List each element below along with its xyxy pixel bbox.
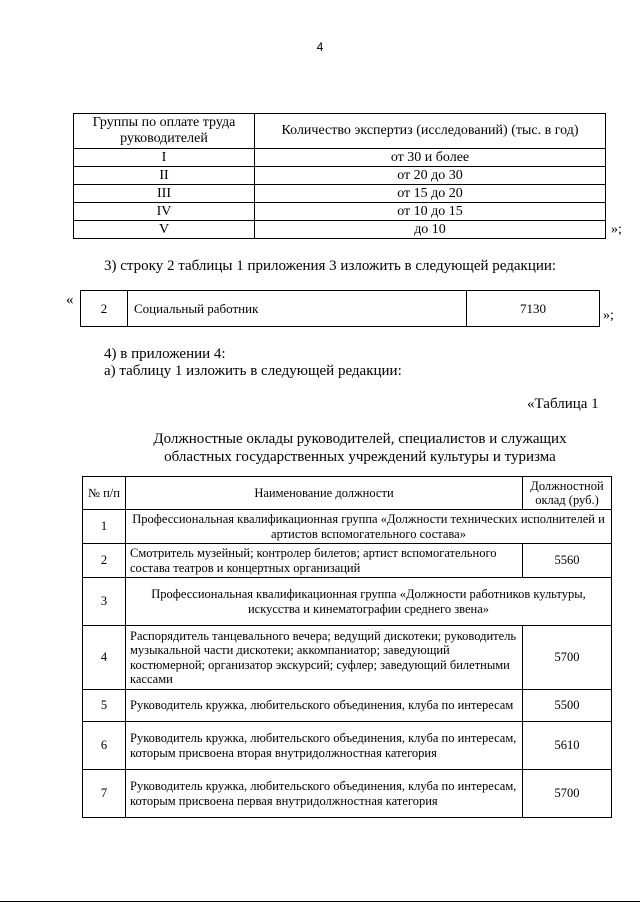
table-cell: I <box>74 149 255 167</box>
row-number: 6 <box>83 722 126 770</box>
position-name: Руководитель кружка, любительского объединения, клуба по интересам, которым присвоена первая внутридолжностная категория <box>126 770 523 818</box>
table-cell: II <box>74 167 255 185</box>
table-row <box>74 149 606 167</box>
table-row <box>83 544 612 578</box>
table-row <box>74 221 606 239</box>
salary-value: 5700 <box>523 626 612 690</box>
table-row <box>83 626 612 690</box>
column-header: Количество экспертиз (исследований) (тыс. в год) <box>255 114 606 149</box>
table-cell: до 10 <box>255 221 606 239</box>
table-row <box>83 722 612 770</box>
row-number: 2 <box>83 544 126 578</box>
position-name: Руководитель кружка, любительского объединения, клуба по интересам <box>126 690 523 722</box>
position-name: Распорядитель танцевального вечера; ведущий дискотеки; руководитель музыкальной части дискотеки; аккомпаниатор; заведующий костюмерной; организатор экскурсий; суфлер; заведующий билетными кассами <box>126 626 523 690</box>
table-row <box>83 770 612 818</box>
salary-value: 5560 <box>523 544 612 578</box>
salary-value: 7130 <box>467 291 600 327</box>
row-number: 4 <box>83 626 126 690</box>
column-header: № п/п <box>83 477 126 510</box>
replacement-row-table <box>80 290 600 327</box>
table-cell: IV <box>74 203 255 221</box>
table-row <box>81 291 600 327</box>
salary-value: 5700 <box>523 770 612 818</box>
table-cell: от 10 до 15 <box>255 203 606 221</box>
salary-value: 5500 <box>523 690 612 722</box>
row-number: 5 <box>83 690 126 722</box>
table-row <box>74 203 606 221</box>
group-name: Профессиональная квалификационная группа «Должности работников культуры, искусства и кинематографии среднего звена» <box>126 578 612 626</box>
salary-value: 5610 <box>523 722 612 770</box>
column-header: Наименование должности <box>126 477 523 510</box>
item-3-text: 3) строку 2 таблицы 1 приложения 3 изложить в следующей редакции: <box>104 258 557 274</box>
column-header: Должностной оклад (руб.) <box>523 477 612 510</box>
table-header-row <box>74 114 606 149</box>
table-row <box>74 185 606 203</box>
position-name: Руководитель кружка, любительского объединения, клуба по интересам, которым присвоена вторая внутридолжностная категория <box>126 722 523 770</box>
row-number: 7 <box>83 770 126 818</box>
table-cell: от 15 до 20 <box>255 185 606 203</box>
group-name: Профессиональная квалификационная группа «Должности технических исполнителей и артистов вспомогательного состава» <box>126 510 612 544</box>
table-title-line-2: областных государственных учреждений культуры и туризма <box>164 449 556 465</box>
salaries-table <box>82 476 612 818</box>
table-row <box>83 690 612 722</box>
table-title-line-1: Должностные оклады руководителей, специалистов и служащих <box>153 431 567 447</box>
closing-quote: »; <box>603 308 614 323</box>
table-header-row <box>83 477 612 510</box>
row-number: 3 <box>83 578 126 626</box>
expertise-groups-table <box>73 113 606 239</box>
table-label: «Таблица 1 <box>527 396 599 412</box>
position-name: Смотритель музейный; контролер билетов; артист вспомогательного состава театров и концертных организаций <box>126 544 523 578</box>
table-row <box>83 510 612 544</box>
opening-quote: « <box>66 292 74 308</box>
closing-quote: »; <box>611 222 622 237</box>
item-4a-text: а) таблицу 1 изложить в следующей редакции: <box>104 363 402 379</box>
table-cell: от 30 и более <box>255 149 606 167</box>
table-row <box>83 578 612 626</box>
table-cell: III <box>74 185 255 203</box>
column-header: Группы по оплате труда руководителей <box>74 114 255 149</box>
page-bottom-divider <box>0 901 640 902</box>
row-number: 1 <box>83 510 126 544</box>
table-cell: от 20 до 30 <box>255 167 606 185</box>
table-cell: V <box>74 221 255 239</box>
item-4-text: 4) в приложении 4: <box>104 346 226 362</box>
page-number: 4 <box>316 40 324 54</box>
row-number: 2 <box>81 291 128 327</box>
table-row <box>74 167 606 185</box>
position-name: Социальный работник <box>128 291 467 327</box>
